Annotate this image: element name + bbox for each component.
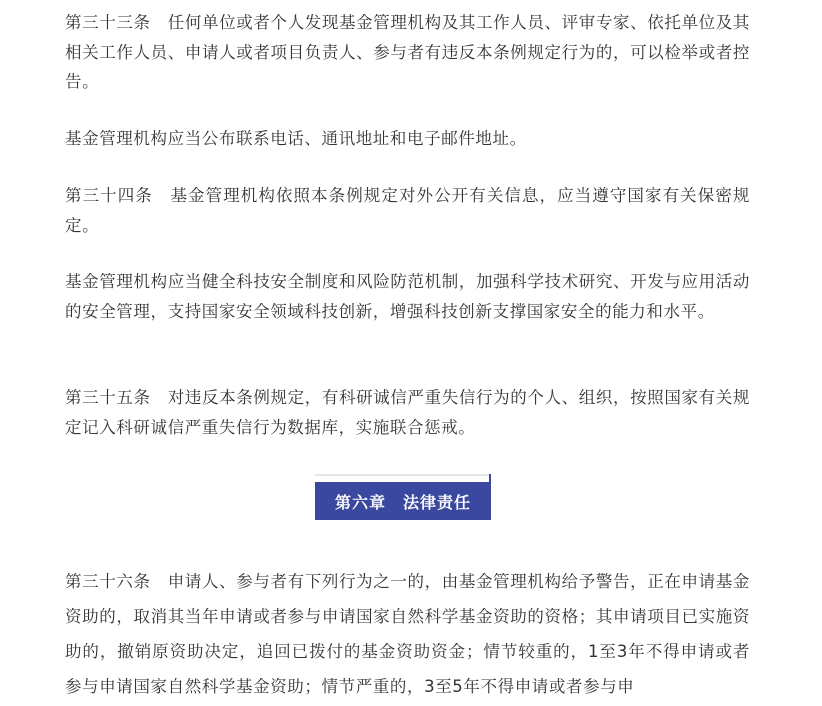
chapter-decor-line bbox=[315, 474, 491, 476]
article-36: 第三十六条 申请人、参与者有下列行为之一的，由基金管理机构给予警告，正在申请基金资助的，取消其当年申请或者参与申请国家自然科学基金资助的资格；其申请项目已实施资助的，撤销原资助决定，追回已拨付的基金资助资金；情节较重的，1至3年不得申请或者参与申请国家自然科学基金资助；情节严重的，3至5年不得申请或者参与申 bbox=[65, 572, 750, 696]
security-management-paragraph: 基金管理机构应当健全科技安全制度和风险防范机制，加强科学技术研究、开发与应用活动的安全管理，支持国家安全领域科技创新，增强科技创新支撑国家安全的能力和水平。 bbox=[65, 272, 750, 321]
article-35: 第三十五条 对违反本条例规定，有科研诚信严重失信行为的个人、组织，按照国家有关规定记入科研诚信严重失信行为数据库，实施联合惩戒。 bbox=[65, 388, 750, 437]
chapter-heading-block bbox=[315, 474, 491, 520]
article-33: 第三十三条 任何单位或者个人发现基金管理机构及其工作人员、评审专家、依托单位及其相关工作人员、申请人或者项目负责人、参与者有违反本条例规定行为的，可以检举或者控告。 bbox=[65, 13, 750, 91]
article-34: 第三十四条 基金管理机构依照本条例规定对外公开有关信息，应当遵守国家有关保密规定。 bbox=[65, 186, 750, 235]
contact-info-paragraph: 基金管理机构应当公布联系电话、通讯地址和电子邮件地址。 bbox=[65, 129, 527, 148]
chapter-heading: 第六章 法律责任 bbox=[315, 482, 491, 520]
